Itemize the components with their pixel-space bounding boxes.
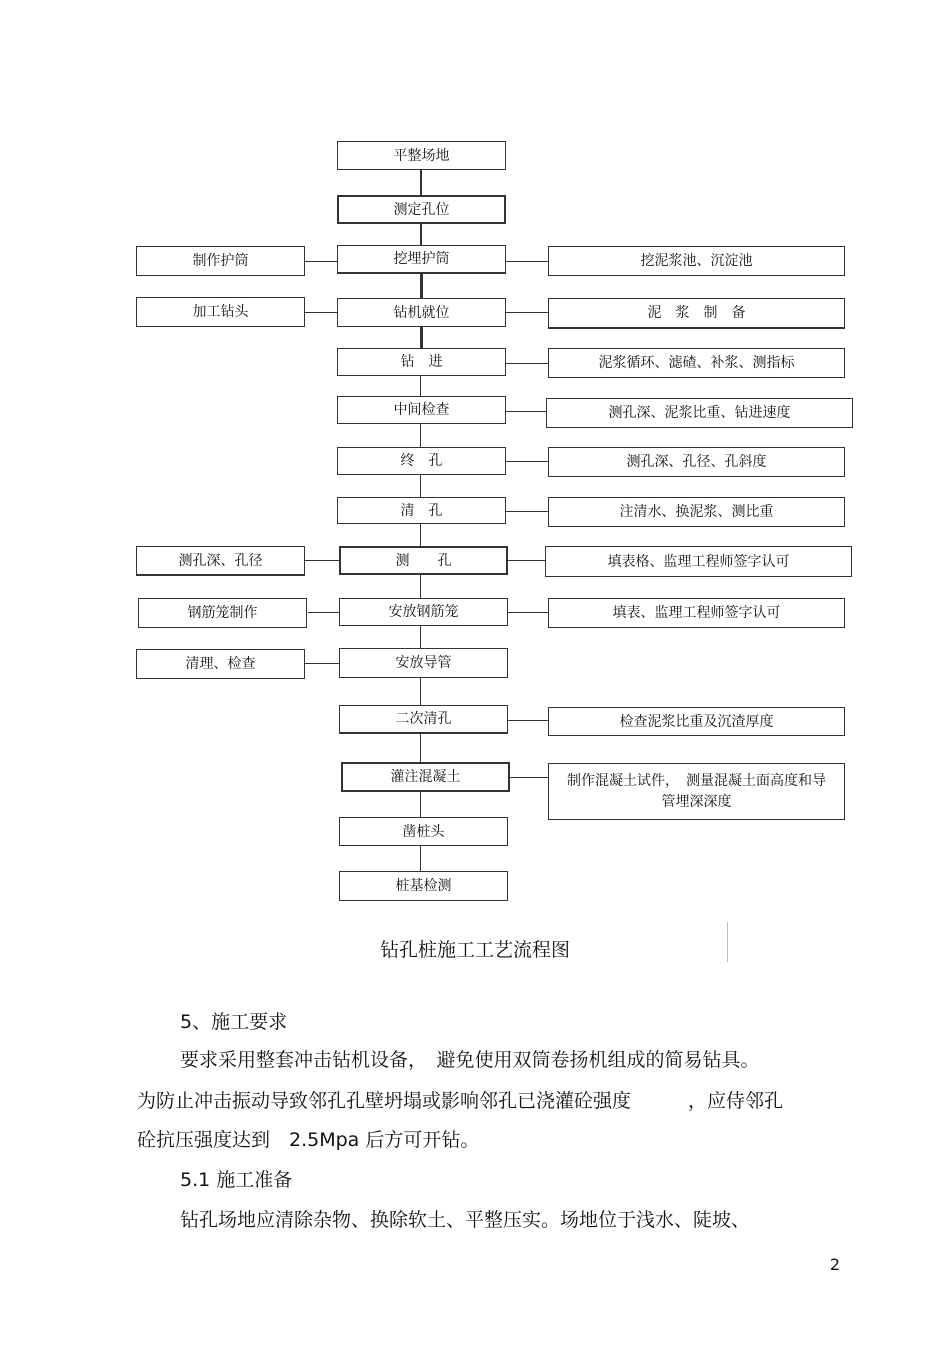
connector-line (420, 325, 423, 349)
flow-step-box: 平整场地 (337, 141, 506, 170)
paragraph-line: 为防止冲击振动导致邻孔孔壁坍塌或影响邻孔已浇灌砼强度 ，应侍邻孔 (137, 1090, 784, 1112)
connector-line (420, 677, 421, 706)
flow-side-box: 清理、检查 (136, 649, 305, 679)
flow-side-box: 加工钻头 (136, 297, 305, 327)
box-text-line: 管埋深深度 (661, 793, 732, 810)
flow-side-box: 测孔深、泥浆比重、钻进速度 (546, 398, 853, 428)
connector-line (420, 733, 421, 763)
section-heading: 5.1 施工准备 (180, 1169, 293, 1191)
flow-side-box: 填表、监理工程师签字认可 (548, 598, 845, 628)
flow-step-box: 凿桩头 (339, 817, 508, 846)
connector-line (420, 223, 422, 247)
connector-line (420, 574, 421, 599)
flow-side-box (548, 763, 845, 820)
flow-step-box: 中间检查 (337, 396, 506, 424)
page-number: 2 (829, 1255, 840, 1274)
flow-side-box: 注清水、换泥浆、测比重 (548, 497, 845, 527)
flow-side-box: 泥 浆 制 备 (548, 298, 845, 329)
connector-line (508, 612, 548, 613)
flow-step-box: 挖埋护筒 (337, 245, 506, 274)
connector-line (420, 169, 422, 197)
flow-side-box: 钢筋笼制作 (138, 598, 307, 628)
flow-step-box: 灌注混凝土 (341, 762, 510, 792)
flow-side-box: 测孔深、孔径、孔斜度 (548, 447, 845, 477)
connector-line (506, 312, 548, 313)
connector-line (305, 560, 339, 561)
flow-step-box: 终 孔 (337, 447, 506, 475)
connector-line (305, 261, 337, 262)
flow-side-box: 制作护筒 (136, 246, 305, 276)
divider (727, 922, 728, 962)
flow-step-box: 安放导管 (339, 648, 508, 678)
flow-step-box: 测 孔 (339, 546, 508, 575)
connector-line (506, 461, 548, 462)
connector-line (508, 560, 545, 561)
paragraph-line: 要求采用整套冲击钻机设备， 避免使用双筒卷扬机组成的简易钻具。 (180, 1049, 760, 1071)
flow-step-box: 钻 进 (337, 348, 506, 376)
flow-step-box: 清 孔 (337, 497, 506, 524)
connector-line (506, 261, 548, 262)
connector-line (510, 777, 548, 778)
figure-caption: 钻孔桩施工工艺流程图 (379, 939, 570, 961)
connector-line (308, 612, 339, 613)
connector-line (420, 625, 421, 649)
flow-step-box: 钻机就位 (337, 298, 506, 327)
flow-step-box: 二次清孔 (339, 705, 508, 734)
connector-line (420, 791, 421, 818)
flow-step-box: 测定孔位 (337, 195, 506, 224)
flow-side-box: 检查泥浆比重及沉渣厚度 (548, 707, 845, 736)
flow-step-box: 安放钢筋笼 (339, 598, 508, 626)
connector-line (305, 312, 337, 313)
flow-step-box: 桩基检测 (339, 871, 508, 901)
connector-line (305, 663, 339, 664)
connector-line (420, 423, 421, 448)
section-heading: 5、施工要求 (180, 1011, 288, 1033)
connector-line (420, 523, 421, 547)
connector-line (420, 474, 421, 498)
box-text-line: 制作混凝土试件， 测量混凝土面高度和导 (567, 772, 826, 789)
connector-line (508, 720, 548, 721)
connector-line (420, 375, 421, 397)
connector-line (420, 272, 423, 300)
flow-side-box: 泥浆循环、滤碴、补浆、测指标 (548, 348, 845, 378)
connector-line (506, 511, 548, 512)
paragraph-line: 砼抗压强度达到 2.5Mpa 后方可开钻。 (137, 1129, 480, 1151)
flow-side-box: 测孔深、孔径 (136, 546, 305, 576)
flow-side-box: 填表格、监理工程师签字认可 (545, 546, 852, 577)
connector-line (506, 411, 547, 412)
connector-line (506, 363, 548, 364)
connector-line (420, 845, 421, 872)
flow-side-box: 挖泥浆池、沉淀池 (548, 246, 845, 276)
paragraph-line: 钻孔场地应清除杂物、换除软土、平整压实。场地位于浅水、陡坡、 (180, 1209, 751, 1231)
